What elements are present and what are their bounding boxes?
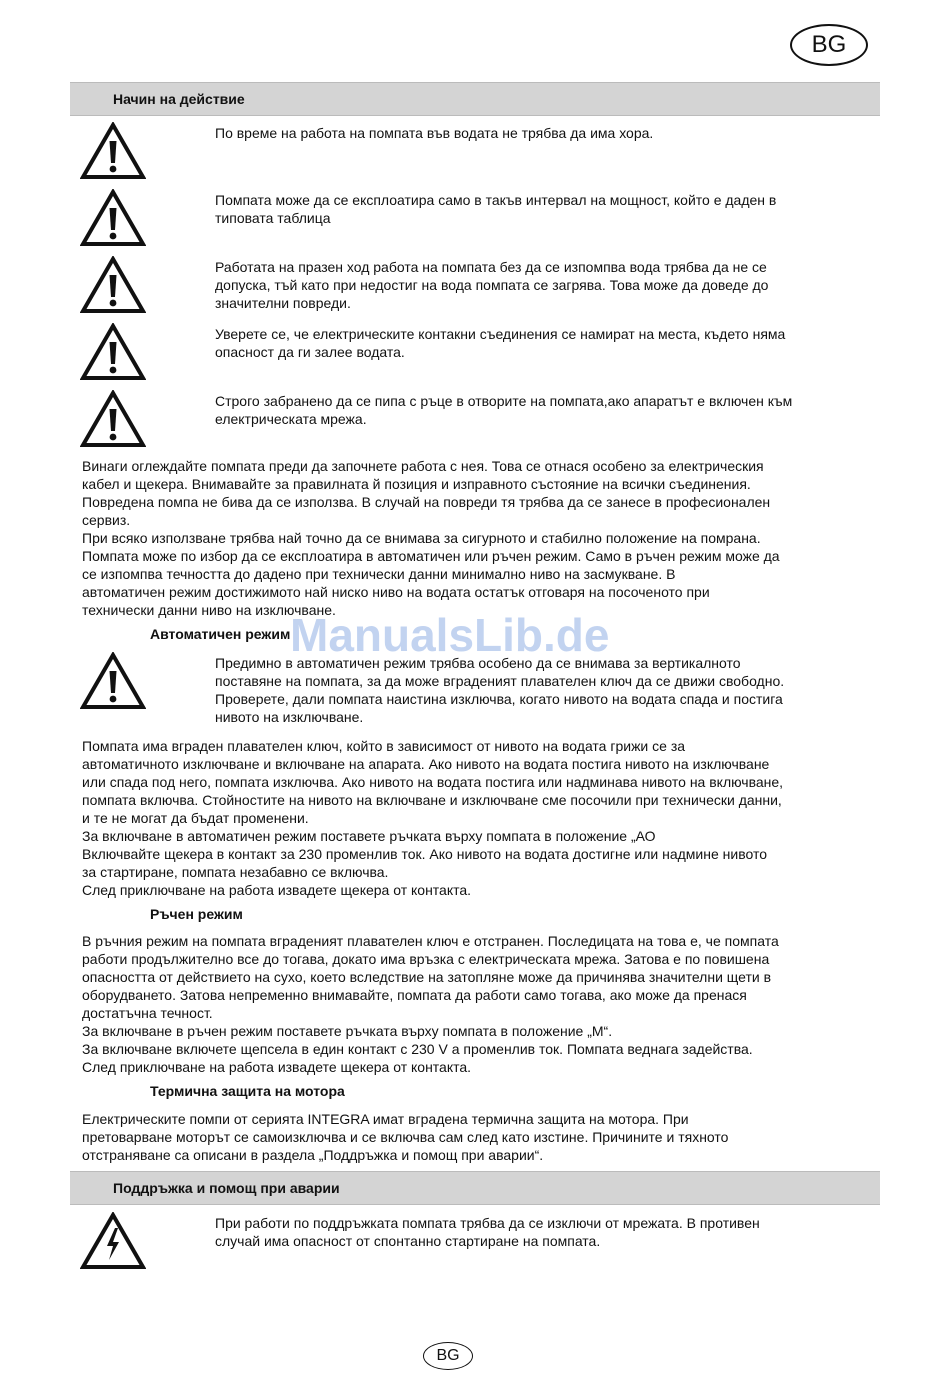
warning-text-electrical-contacts: Уверете се, че електрическите контакни съединения се намират на места, където няма опасност да ги залее водата. [215, 326, 786, 360]
section-header-operation [70, 82, 880, 116]
badge-text: BG [811, 31, 847, 58]
warning-icon [80, 390, 146, 448]
warning-icon [80, 122, 146, 180]
badge-text: BG [436, 1347, 460, 1364]
thermal-paragraph: Електрическите помпи от серията INTEGRA имат вградена термична защита на мотора. При претоварване моторът се самоизключва и се включва сам след като изстине. Причините и тяхното отстраняване са описани в раздела „Поддръжка и помощ при аварии“. [82, 1111, 729, 1163]
warning-text-power-range: Помпата може да се експлоатира само в такъв интервал на мощност, който е даден в типовата таблица [215, 192, 777, 226]
warning-text-auto-mode: Предимно в автоматичен режим трябва особено да се внимава за вертикалното поставяне на помпата, за да може вграденият плавателен ключ да се движи свободно. Проверете, дали помпата наистина изключва, когато нивото на водата спада и постига нивото на изключване. [215, 655, 785, 725]
warning-icon [80, 189, 146, 247]
warning-icon [80, 256, 146, 314]
warning-icon [80, 323, 146, 381]
operation-paragraph: Винаги оглеждайте помпата преди да започнете работа с нея. Това се отнася особено за електрическия кабел и щекера. Внимавайте за правилната й позиция и изправното състояние на всички съединения. Повредена помпа не бива да се използва. В случай на повреди тя трябва да се занесе в професионален сервиз. При всяко използване трябва най точно да се внимава за сигурното и стабилно положение на помрана. Помпата може по избор да се експлоатира в автоматичен или ръчен режим. Само в ръчен режим може да се изпомпва течността до дадено при технически данни минимално ниво на засмукване. В автоматичен режим достижимото най ниско ниво на водата остатък отговаря на посоченото при технически данни ниво на изключване. [82, 458, 780, 618]
auto-mode-paragraph: Помпата има вграден плавателен ключ, който в зависимост от нивото на водата грижи се за автоматичното изключване и включване на апарата. Ако нивото на водата постига нивото на изключване или спада под него, помпата изключва. Ако нивото на водата постига или надминава нивото на включване, помпата включва. Стойностите на нивото на включване и изключване сме посочили при технически данни, и те не могат да бъдат променени. За включване в автоматичен режим поставете ръчката върху помпата в положение „АО Включвайте щекера в контакт за 230 променлив ток. Ако нивото на водата достигне или надмине нивото за стартиране, помпата незабавно се включва. След приключване на работа извадете щекера от контакта. [82, 738, 784, 898]
page-language-badge [790, 24, 868, 66]
section-title: Начин на действие [113, 91, 245, 107]
warning-text-maintenance: При работи по поддръжката помпата трябва да се изключи от мрежата. В противен случай има опасност от спонтанно стартиране на помпата. [215, 1215, 760, 1249]
warning-icon [80, 652, 146, 710]
section-title: Поддръжка и помощ при аварии [113, 1180, 340, 1196]
section-header-maintenance [70, 1171, 880, 1205]
manual-mode-paragraph: В ръчния режим на помпата вграденият плавателен ключ е отстранен. Последицата на това е, че помпата работи продължително все до тогава, докато има връзка с електрическата мрежа. Затова е по повишена опасността от действието на сухо, което вследствие на затопляне може да причинява значителни щети в оборудването. Затова непременно внимавайте, помпата да работи само тогава, ако може да пренася достатъчна течност. За включване в ръчен режим поставете ръчката върху помпата в положение „М“. За включване включете щепсела в един контакт с 230 V а променлив ток. Помпата веднага задейства. След приключване на работа извадете щекера от контакта. [82, 933, 779, 1075]
subheading-manual-mode: Ръчен режим [150, 906, 243, 922]
electric-hazard-icon [80, 1212, 146, 1270]
subheading-thermal-protection: Термична защита на мотора [150, 1083, 345, 1099]
warning-text-no-people: По време на работа на помпата във водата не трябва да има хора. [215, 125, 654, 141]
warning-text-dry-run: Работата на празен ход работа на помпата без да се изпомпва вода трябва да не се допуска, тъй като при недостиг на вода помпата се загрява. Това може да доведе до значителни повреди. [215, 259, 769, 311]
page-footer-badge [423, 1342, 473, 1370]
watermark: ManualsLib.de [290, 609, 610, 661]
subheading-auto-mode: Автоматичен режим [150, 626, 291, 642]
warning-text-no-touch: Строго забранено да се пипа с ръце в отворите на помпата,ако апаратът е включен към електрическата мрежа. [215, 393, 793, 427]
